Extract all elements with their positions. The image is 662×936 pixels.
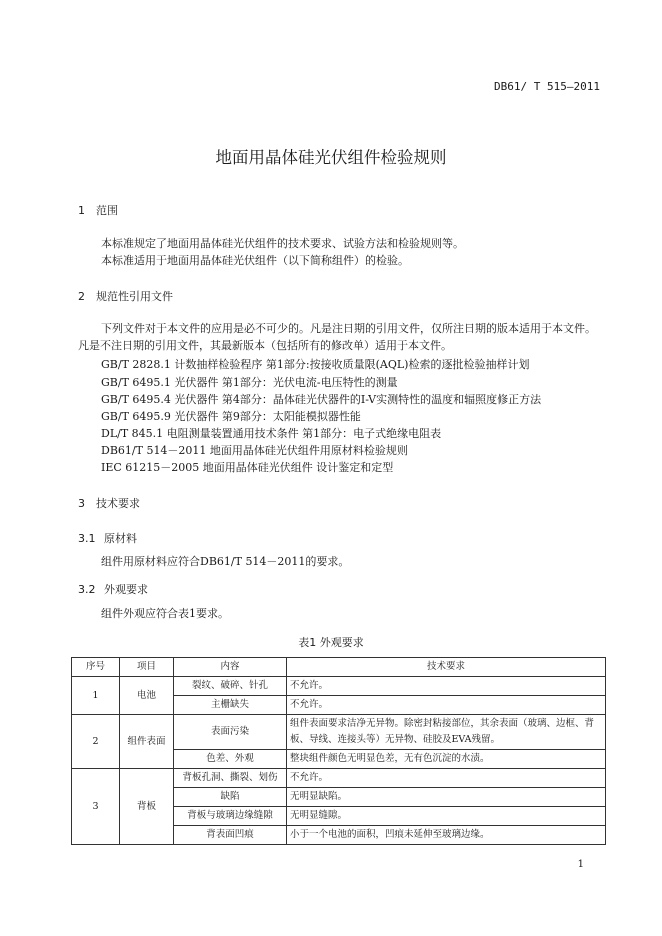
section-title: 原材料 <box>104 532 137 545</box>
header-item: 项目 <box>120 658 174 677</box>
section-number: 1 <box>78 204 85 217</box>
section-3-1-para: 组件用原材料应符合DB61/T 514－2011的要求。 <box>101 555 350 568</box>
reference-item: IEC 61215－2005 地面用晶体硅光伏组件 设计鉴定和定型 <box>101 461 394 474</box>
table-row <box>72 715 606 750</box>
row-content: 缺陷 <box>174 788 287 807</box>
section-title: 外观要求 <box>104 583 148 596</box>
appearance-requirements-table <box>71 657 606 845</box>
row-requirement: 无明显缝隙。 <box>287 807 606 826</box>
row-number: 1 <box>72 677 120 715</box>
section-title: 规范性引用文件 <box>96 290 173 303</box>
row-requirement: 不允许。 <box>287 677 606 696</box>
section-2-heading <box>78 288 173 304</box>
header-no: 序号 <box>72 658 120 677</box>
row-number: 2 <box>72 715 120 769</box>
section-title: 范围 <box>96 204 118 217</box>
section-number: 3.1 <box>78 532 96 545</box>
section-1-para-2: 本标准适用于地面用晶体硅光伏组件（以下简称组件）的检验。 <box>101 254 409 267</box>
row-content: 裂纹、破碎、针孔 <box>174 677 287 696</box>
row-number: 3 <box>72 769 120 845</box>
row-requirement: 不允许。 <box>287 769 606 788</box>
section-2-para: 下列文件对于本文件的应用是必不可少的。凡是注日期的引用文件，仅所注日期的版本适用于本文件。凡是不注日期的引用文件，其最新版本（包括所有的修改单）适用于本文件。 <box>78 322 596 352</box>
row-item: 背板 <box>120 769 174 845</box>
section-1-heading <box>78 202 118 218</box>
section-number: 3 <box>78 497 85 510</box>
standard-code: DB61/ T 515—2011 <box>494 80 600 93</box>
reference-item: GB/T 6495.1 光伏器件 第1部分：光伏电流-电压特性的测量 <box>101 376 398 389</box>
row-content: 背板与玻璃边缘缝隙 <box>174 807 287 826</box>
reference-item: GB/T 6495.9 光伏器件 第9部分：太阳能模拟器性能 <box>101 410 361 423</box>
row-content: 背板孔洞、撕裂、划伤 <box>174 769 287 788</box>
row-content: 色差、外观 <box>174 750 287 769</box>
row-requirement: 小于一个电池的面积，凹痕未延伸至玻璃边缘。 <box>287 826 606 845</box>
header-requirement: 技术要求 <box>287 658 606 677</box>
section-title: 技术要求 <box>96 497 140 510</box>
section-3-2-para: 组件外观应符合表1要求。 <box>101 607 229 620</box>
section-number: 3.2 <box>78 583 96 596</box>
table-header-row <box>72 658 606 677</box>
row-content: 背表面凹痕 <box>174 826 287 845</box>
document-title: 地面用晶体硅光伏组件检验规则 <box>215 148 447 167</box>
row-requirement: 整块组件颜色无明显色差，无有色沉淀的水渍。 <box>287 750 606 769</box>
reference-item: DL/T 845.1 电阻测量装置通用技术条件 第1部分：电子式绝缘电阻表 <box>101 427 442 440</box>
section-number: 2 <box>78 290 85 303</box>
page-number: 1 <box>577 859 584 870</box>
row-content: 表面污染 <box>174 715 287 750</box>
row-item: 电池 <box>120 677 174 715</box>
table-row <box>72 769 606 788</box>
row-requirement: 组件表面要求洁净无异物。除密封粘接部位，其余表面（玻璃、边框、背板、导线、连接头等）无异物、硅胶及EVA残留。 <box>287 715 606 750</box>
table-caption: 表1 外观要求 <box>298 636 364 649</box>
section-1-para-1: 本标准规定了地面用晶体硅光伏组件的技术要求、试验方法和检验规则等。 <box>101 237 464 250</box>
row-requirement: 无明显缺陷。 <box>287 788 606 807</box>
section-3-heading <box>78 495 140 511</box>
header-content: 内容 <box>174 658 287 677</box>
row-content: 主栅缺失 <box>174 696 287 715</box>
section-3-2-heading <box>78 581 148 597</box>
table-row <box>72 677 606 696</box>
row-item: 组件表面 <box>120 715 174 769</box>
section-3-1-heading <box>78 530 137 546</box>
row-requirement: 不允许。 <box>287 696 606 715</box>
reference-item: GB/T 6495.4 光伏器件 第4部分：晶体硅光伏器件的I-V实测特性的温度和辐照度修正方法 <box>101 393 542 406</box>
reference-item: DB61/T 514－2011 地面用晶体硅光伏组件用原材料检验规则 <box>101 444 408 457</box>
reference-item: GB/T 2828.1 计数抽样检验程序 第1部分:按接收质量限(AQL)检索的逐批检验抽样计划 <box>101 358 530 371</box>
